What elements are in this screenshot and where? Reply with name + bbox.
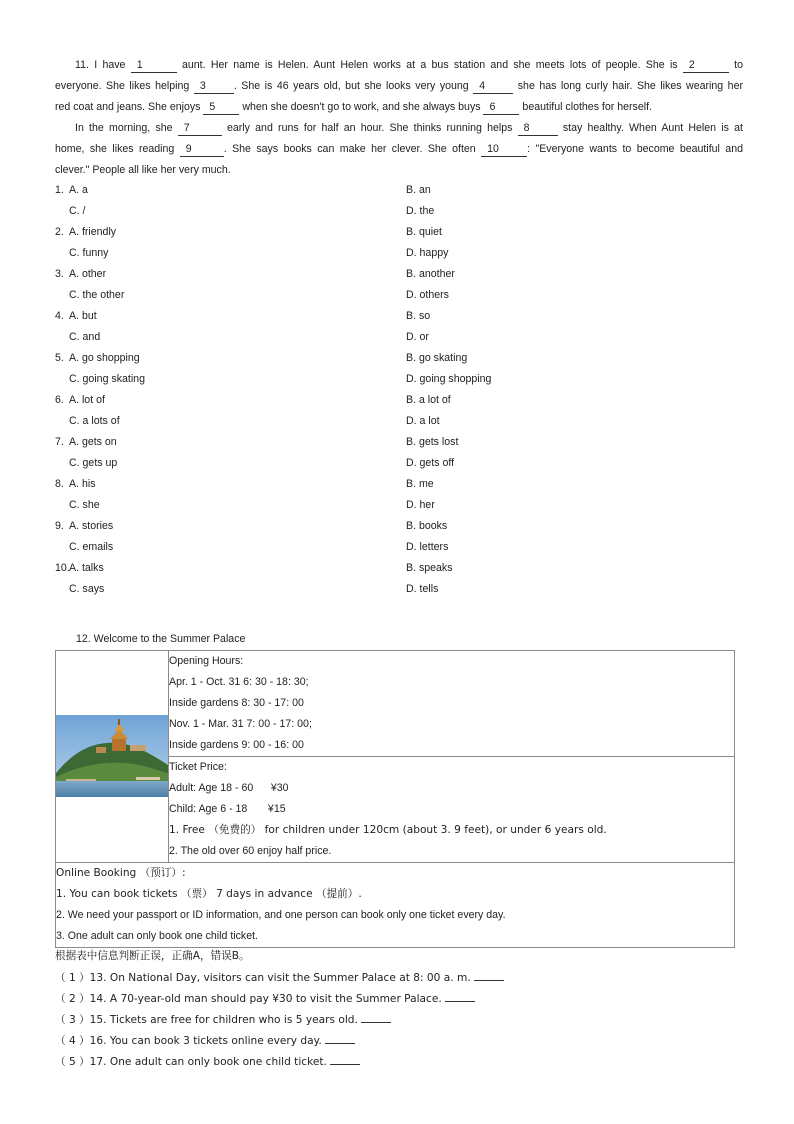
question-row (55, 348, 745, 369)
question-number: 2. (55, 226, 64, 238)
judgment-text: （ 2 ）14. A 70-year-old man should pay ¥30 to visit the Summer Palace. (55, 993, 442, 1005)
online-booking-cell (56, 863, 735, 948)
passage-line (55, 118, 743, 139)
option-c[interactable]: C. going skating (69, 373, 145, 385)
price-line: Child: Age 6 - 18 ¥15 (169, 803, 286, 815)
option-d[interactable]: D. others (406, 289, 449, 301)
question-row (55, 327, 745, 348)
judgment-instruction: 根据表中信息判断正误，正确A，错误B。 (55, 950, 250, 962)
section-12-title: 12. Welcome to the Summer Palace (76, 633, 246, 645)
summer-palace-photo (56, 715, 168, 797)
question-row (55, 180, 745, 201)
judgment-text: （ 5 ）17. One adult can only book one child ticket. (55, 1056, 327, 1068)
option-b[interactable]: B. so (406, 310, 431, 322)
question-row (55, 201, 745, 222)
question-number: 4. (55, 310, 64, 322)
judgment-text: （ 4 ）16. You can book 3 tickets online every day. (55, 1035, 322, 1047)
option-b[interactable]: B. a lot of (406, 394, 451, 406)
price-heading: Ticket Price: (169, 761, 227, 773)
blank-5[interactable]: 5 (203, 101, 239, 115)
judgment-item (55, 1052, 360, 1073)
judgment-item (55, 1010, 391, 1031)
booking-line: 1. You can book tickets （票） 7 days in advance （提前）. (56, 888, 362, 900)
passage-line (55, 160, 743, 181)
blank-2[interactable]: 2 (683, 59, 729, 73)
option-a[interactable]: A. a (69, 184, 88, 196)
price-line: Adult: Age 18 - 60 ¥30 (169, 782, 289, 794)
option-c[interactable]: C. a lots of (69, 415, 120, 427)
passage-text: clever." People all like her very much. (55, 164, 231, 176)
option-d[interactable]: D. going shopping (406, 373, 492, 385)
passage-text: stay healthy. When Aunt Helen is at (557, 122, 743, 134)
passage-text: to (728, 59, 743, 71)
question-row (55, 432, 745, 453)
price-line: 2. The old over 60 enjoy half price. (169, 845, 332, 857)
passage-paragraph-2 (55, 118, 743, 181)
judgment-item (55, 989, 475, 1010)
question-row (55, 369, 745, 390)
passage-text: beautiful clothes for herself. (519, 101, 652, 113)
question-number: 6. (55, 394, 64, 406)
passage-text: everyone. She likes helping (55, 80, 194, 92)
option-c[interactable]: C. says (69, 583, 105, 595)
option-a[interactable]: A. talks (69, 562, 104, 574)
passage-text: . She is 46 years old, but she looks very young (233, 80, 474, 92)
option-d[interactable]: D. a lot (406, 415, 440, 427)
option-a[interactable]: A. other (69, 268, 107, 280)
blank-1[interactable]: 1 (131, 59, 177, 73)
question-number: 9. (55, 520, 64, 532)
passage-line (55, 55, 743, 76)
option-c[interactable]: C. and (69, 331, 101, 343)
hours-line: Nov. 1 - Mar. 31 7: 00 - 17: 00; (169, 718, 312, 730)
booking-heading: Online Booking （预订）: (56, 867, 186, 879)
option-a[interactable]: A. go shopping (69, 352, 140, 364)
passage-line (55, 139, 743, 160)
option-d[interactable]: D. or (406, 331, 429, 343)
question-number: 3. (55, 268, 64, 280)
question-row (55, 285, 745, 306)
ticket-price-cell (169, 757, 735, 863)
option-a[interactable]: A. stories (69, 520, 114, 532)
passage-text: home, she likes reading (55, 143, 180, 155)
option-b[interactable]: B. gets lost (406, 436, 459, 448)
blank-7[interactable]: 7 (178, 122, 222, 136)
option-a[interactable]: A. his (69, 478, 96, 490)
blank-3[interactable]: 3 (194, 80, 234, 94)
question-number: 5. (55, 352, 64, 364)
passage-text: red coat and jeans. She enjoys (55, 101, 204, 113)
blank-10[interactable]: 10 (481, 143, 527, 157)
passage-text: In the morning, she (75, 122, 178, 134)
option-c[interactable]: C. she (69, 499, 100, 511)
option-c[interactable]: C. the other (69, 289, 125, 301)
option-b[interactable]: B. books (406, 520, 448, 532)
answer-blank[interactable] (325, 1032, 355, 1044)
question-row (55, 495, 745, 516)
passage-text: 11. I have (75, 59, 131, 71)
opening-hours-cell (169, 651, 735, 757)
hours-line: Inside gardens 8: 30 - 17: 00 (169, 697, 304, 709)
judgment-text: （ 3 ）15. Tickets are free for children who is 5 years old. (55, 1014, 358, 1026)
option-d[interactable]: D. letters (406, 541, 449, 553)
question-row (55, 243, 745, 264)
question-number: 1. (55, 184, 64, 196)
question-row (55, 516, 745, 537)
option-a[interactable]: A. gets on (69, 436, 117, 448)
question-number: 8. (55, 478, 64, 490)
passage-text: . She says books can make her clever. She often (223, 143, 482, 155)
blank-9[interactable]: 9 (180, 143, 224, 157)
option-a[interactable]: A. lot of (69, 394, 105, 406)
option-c[interactable]: C. / (69, 205, 86, 217)
passage-paragraph-1 (55, 55, 743, 118)
question-row (55, 411, 745, 432)
passage-text: early and runs for half an hour. She thinks running helps (221, 122, 518, 134)
question-number: 10. (55, 562, 70, 574)
booking-line: 3. One adult can only book one child ticket. (56, 930, 258, 942)
price-line: 1. Free （免费的） for children under 120cm (about 3. 9 feet), or under 6 years old. (169, 824, 607, 836)
question-row (55, 390, 745, 411)
blank-4[interactable]: 4 (473, 80, 513, 94)
question-row (55, 453, 745, 474)
photo-cell (56, 651, 169, 863)
option-b[interactable]: B. go skating (406, 352, 468, 364)
question-row (55, 474, 745, 495)
question-row (55, 537, 745, 558)
option-d[interactable]: D. gets off (406, 457, 455, 469)
option-b[interactable]: B. me (406, 478, 434, 490)
option-d[interactable]: D. her (406, 499, 435, 511)
option-d[interactable]: D. happy (406, 247, 449, 259)
judgment-item (55, 968, 504, 989)
option-c[interactable]: C. funny (69, 247, 109, 259)
passage-text: when she doesn't go to work, and she always buys (239, 101, 484, 113)
option-b[interactable]: B. an (406, 184, 431, 196)
hours-heading: Opening Hours: (169, 655, 244, 667)
question-row (55, 306, 745, 327)
judgment-item (55, 1031, 355, 1052)
option-d[interactable]: D. tells (406, 583, 439, 595)
answer-blank[interactable] (474, 969, 504, 981)
question-number: 7. (55, 436, 64, 448)
option-a[interactable]: A. friendly (69, 226, 117, 238)
blank-8[interactable]: 8 (518, 122, 558, 136)
booking-line: 2. We need your passport or ID information, and one person can book only one ticket every day. (56, 909, 506, 921)
option-b[interactable]: B. speaks (406, 562, 453, 574)
passage-text: she has long curly hair. She likes wearing her (513, 80, 743, 92)
judgment-text: （ 1 ）13. On National Day, visitors can visit the Summer Palace at 8: 00 a. m. (55, 972, 471, 984)
option-b[interactable]: B. another (406, 268, 455, 280)
question-row (55, 579, 745, 600)
blank-6[interactable]: 6 (483, 101, 519, 115)
answer-blank[interactable] (361, 1011, 391, 1023)
answer-blank[interactable] (445, 990, 475, 1002)
passage-line (55, 97, 743, 118)
option-c[interactable]: C. emails (69, 541, 114, 553)
option-b[interactable]: B. quiet (406, 226, 442, 238)
hours-line: Inside gardens 9: 00 - 16: 00 (169, 739, 304, 751)
passage-text: : "Everyone wants to become beautiful and (527, 143, 743, 155)
answer-blank[interactable] (330, 1053, 360, 1065)
passage-text: aunt. Her name is Helen. Aunt Helen works at a bus station and she meets lots of people. She is (176, 59, 683, 71)
question-row (55, 558, 745, 579)
summer-palace-info-table (55, 650, 735, 948)
question-row (55, 264, 745, 285)
passage-line (55, 76, 743, 97)
option-a[interactable]: A. but (69, 310, 97, 322)
question-row (55, 222, 745, 243)
option-d[interactable]: D. the (406, 205, 435, 217)
option-c[interactable]: C. gets up (69, 457, 118, 469)
hours-line: Apr. 1 - Oct. 31 6: 30 - 18: 30; (169, 676, 309, 688)
